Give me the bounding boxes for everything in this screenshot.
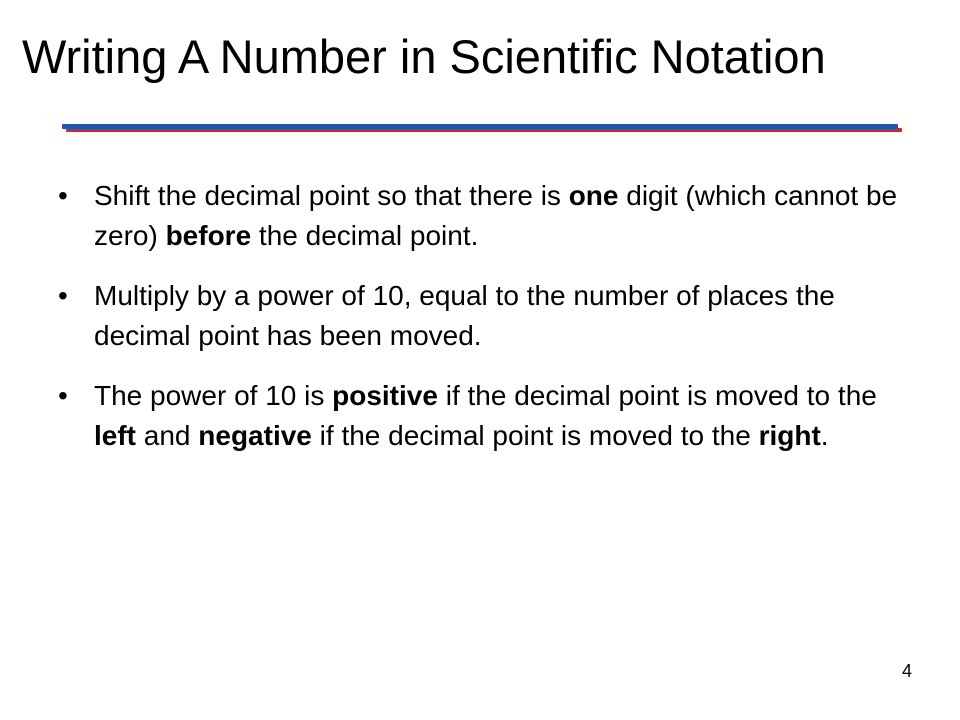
text-segment: The power of 10 is [94,380,333,411]
bullet-item [58,176,918,256]
bold-term: one [568,180,619,211]
bullet-marker: • [58,180,68,211]
bullet-text [94,280,835,351]
page-number: 4 [901,661,912,681]
bullet-marker: • [58,280,68,311]
bold-term: negative [198,420,312,451]
bold-term: right [758,420,821,451]
bullet-item [58,276,918,356]
bullet-text [94,180,897,251]
text-segment: Shift the decimal point so that there is [94,180,569,211]
text-segment: digit (which cannot be zero) [94,180,898,251]
bullet-list [58,176,918,476]
bullet-item [58,376,918,456]
text-segment: if the decimal point is moved to the [311,420,759,451]
text-segment: if the decimal point is moved to the [437,380,877,411]
bold-term: before [165,220,252,251]
text-segment: . [820,420,829,451]
text-segment: Multiply by a power of 10, equal to the number of places the decimal point has been moved. [94,280,835,351]
text-segment: the decimal point. [251,220,479,251]
bold-term: positive [332,380,438,411]
bullet-marker: • [58,380,68,411]
bullet-text [94,380,877,451]
slide-title: Writing A Number in Scientific Notation [22,30,826,83]
title-underline-blue [62,124,898,129]
text-segment: and [136,420,199,451]
bold-term: left [94,420,136,451]
